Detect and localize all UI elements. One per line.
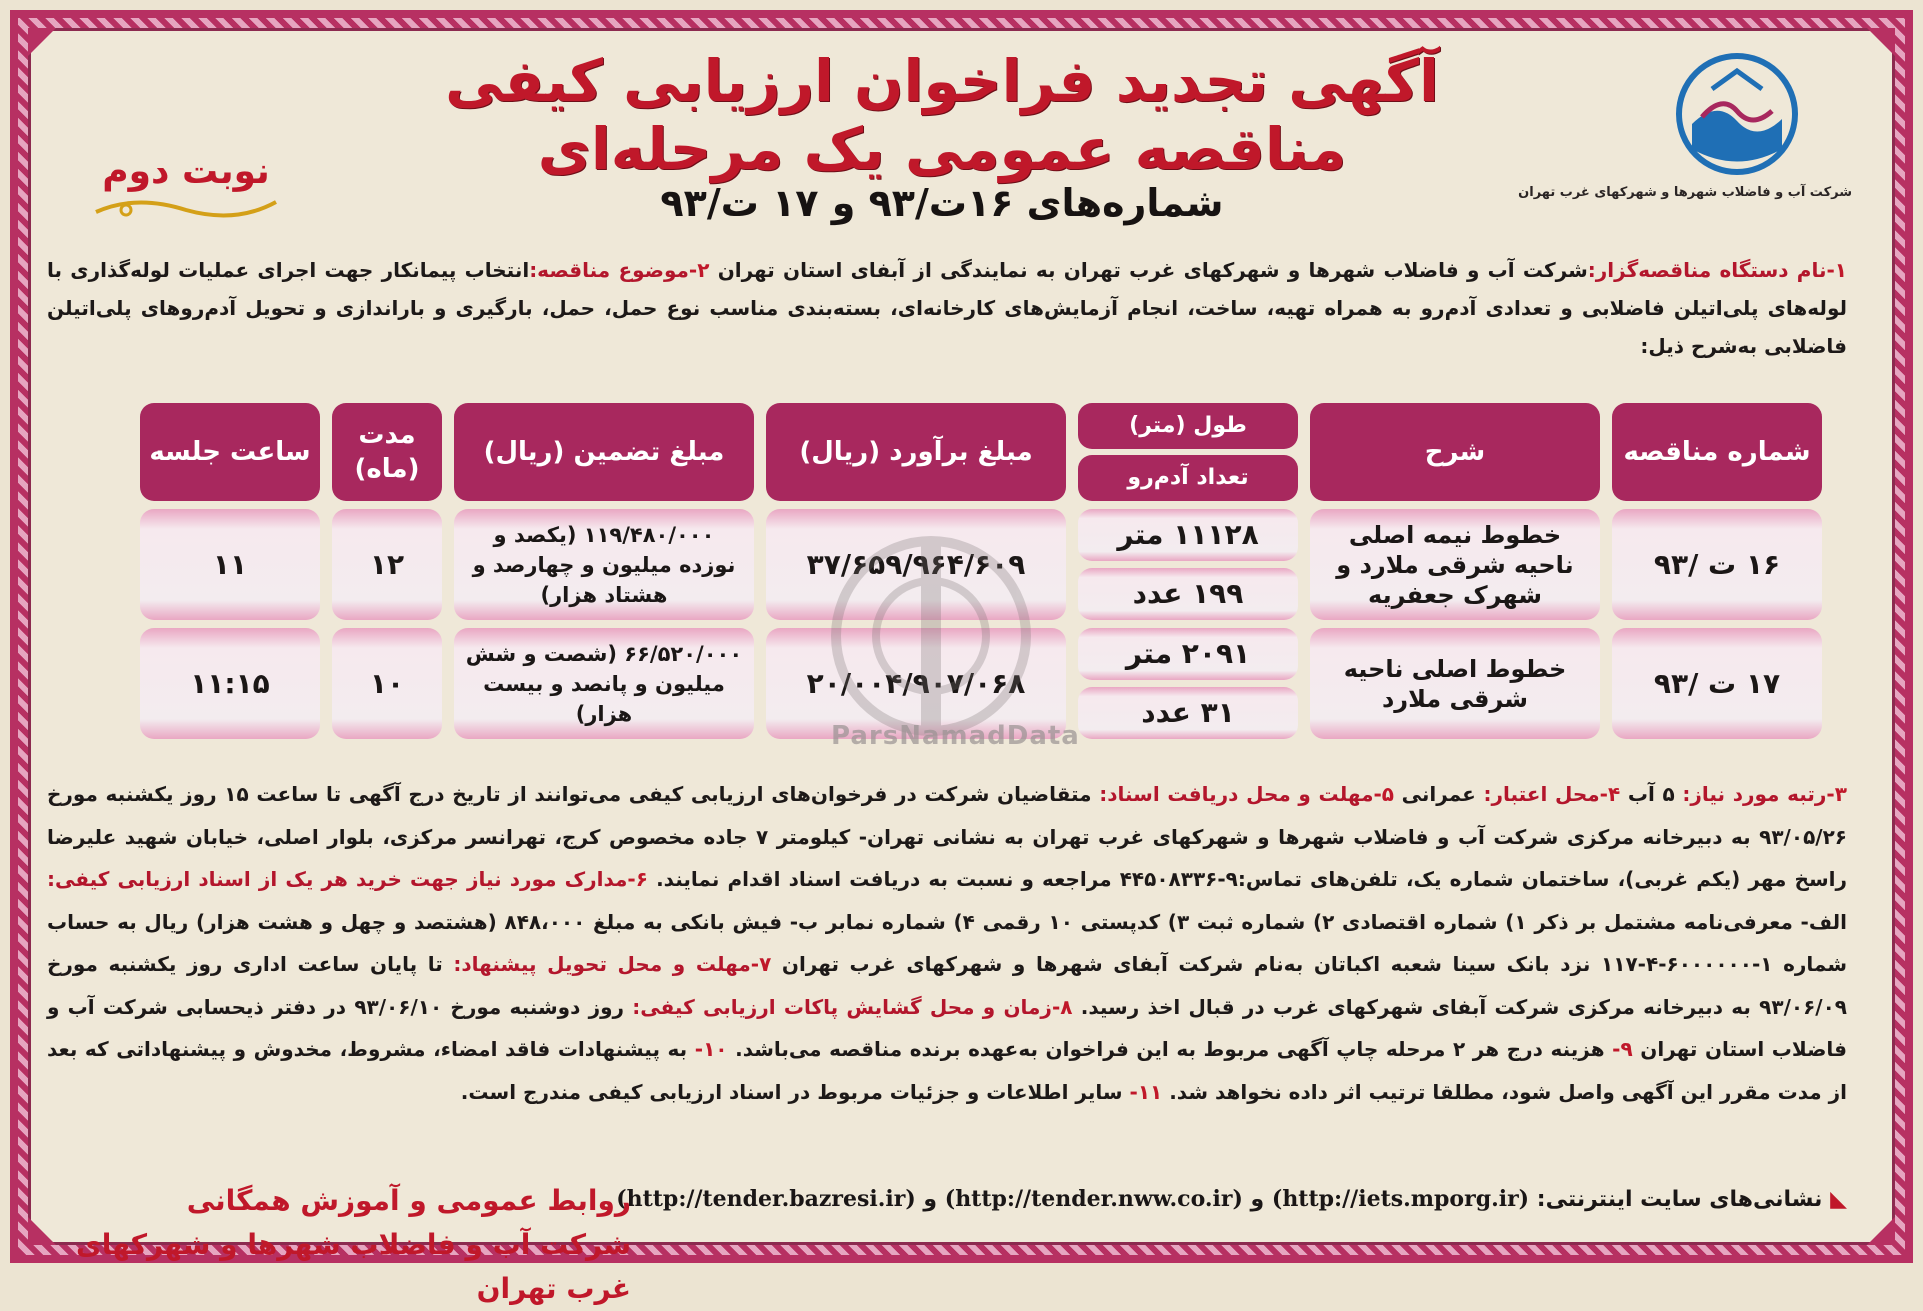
label-organizer: نام دستگاه مناقصه‌گزار: (1587, 258, 1827, 282)
column-number (1612, 403, 1822, 748)
cell-guarantee: ۶۶/۵۲۰/۰۰۰ (شصت و شش میلیون و پانصد و بیست هزار) (454, 628, 754, 739)
cell-duration: ۱۰ (332, 628, 442, 739)
item-number: ۵- (1373, 782, 1394, 806)
cell-time: ۱۱ (140, 509, 320, 620)
text-documents: الف- معرفی‌نامه مشتمل بر ذکر ۱) شماره اقتصادی ۲) شماره ثبت ۳) کدپستی ۱۰ رقمی ۴) شماره نمابر ب- فیش بانکی به مبلغ ۸۴۸،۰۰۰ (هشتصد و چهل و هشت هزار) ریال به حساب شماره ۱-۶۰۰۰۰۰۰-۴-۱۱۷ نزد بانک سینا شعبه اکباتان به‌نام شرکت آبفای شهرها و شهرکهای غرب تهران (47, 909, 1848, 976)
corner-ornament (28, 1217, 56, 1245)
tender-table (42, 403, 1822, 748)
label-opening: زمان و محل گشایش پاکات ارزیابی کیفی: (632, 994, 1052, 1019)
label-deadline: مهلت و محل دریافت اسناد: (1099, 782, 1374, 806)
intro-paragraph (47, 251, 1847, 365)
cell-length: ۲۰۹۱ متر (1078, 628, 1298, 680)
item-number: ۷- (750, 952, 772, 976)
link-bazresi[interactable]: (http://tender.bazresi.ir) (616, 1186, 916, 1212)
corner-ornament (28, 28, 56, 56)
item-number: ۸- (1051, 994, 1073, 1019)
header-length-group (1078, 403, 1298, 501)
label-grade: رتبه مورد نیاز: (1682, 782, 1827, 806)
item-number: ۱۱- (1129, 1079, 1163, 1104)
label-documents: مدارک مورد نیاز جهت خرید هر یک از اسناد ارزیابی کیفی: (47, 867, 628, 891)
links-label: نشانی‌های سایت اینترنتی: (1536, 1187, 1823, 1212)
conditions-paragraph (47, 773, 1847, 1113)
length-stack (1078, 628, 1298, 739)
text-grade: ۵ آب (1627, 782, 1675, 806)
cell-estimate: ۲۰/۰۰۴/۹۰۷/۰۶۸ (766, 628, 1066, 739)
header-number: شماره مناقصه (1612, 403, 1822, 501)
text-invalid: به پیشنهادات فاقد امضاء، مشروط، مخدوش و پیشنهاداتی که بعد از مدت مقرر این آگهی واصل شود، مطلقا ترتیب اثر داده نخواهد شد. (47, 1037, 1847, 1104)
header-time: ساعت جلسه (140, 403, 320, 501)
link-nww[interactable]: (http://tender.nww.co.ir) (944, 1186, 1243, 1212)
signature-line-2: شرکت آب و فاضلاب شهرها و شهرکهای غرب تهران (76, 1228, 631, 1305)
ad-title: آگهی تجدید فراخوان ارزیابی کیفی مناقصه عمومی یک مرحله‌ای (445, 47, 1439, 183)
header-guarantee: مبلغ تضمین (ریال) (454, 403, 754, 501)
column-length (1078, 403, 1298, 748)
column-desc (1310, 403, 1600, 748)
header-desc: شرح (1310, 403, 1600, 501)
ad-paper (28, 28, 1895, 1305)
header-manholes: تعداد آدم‌رو (1078, 455, 1298, 501)
round-text: نوبت دوم (102, 151, 270, 192)
column-time (140, 403, 320, 748)
header-estimate: مبلغ برآورد (ریال) (766, 403, 1066, 501)
logo-caption: شرکت آب و فاضلاب شهرها و شهرکهای غرب تهران (1518, 185, 1852, 200)
text-credit: عمرانی (1401, 782, 1476, 806)
signature-line-1: روابط عمومی و آموزش همگانی (186, 1184, 631, 1217)
text-organizer: شرکت آب و فاضلاب شهرها و شهرکهای غرب تهران به نمایندگی از آبفای استان تهران (717, 258, 1588, 282)
cell-manholes: ۱۹۹ عدد (1078, 568, 1298, 620)
ad-frame (10, 10, 1913, 1305)
text-cost: هزینه درج هر ۲ مرحله چاپ آگهی مربوط به این فراخوان به‌عهده برنده مناقصه می‌باشد. (735, 1037, 1605, 1061)
item-number: ۶- (627, 867, 648, 891)
cell-manholes: ۳۱ عدد (1078, 687, 1298, 739)
header-duration: مدت (ماه) (332, 403, 442, 501)
length-stack (1078, 509, 1298, 620)
cell-guarantee: ۱۱۹/۴۸۰/۰۰۰ (یکصد و نوزده میلیون و چهارصد و هشتاد هزار) (454, 509, 754, 620)
cell-estimate: ۳۷/۶۵۹/۹۶۴/۶۰۹ (766, 509, 1066, 620)
item-number: ۳- (1826, 782, 1847, 806)
text-other: سایر اطلاعات و جزئیات مربوط در اسناد ارزیابی کیفی مندرج است. (460, 1079, 1123, 1104)
corner-ornament (1867, 28, 1895, 56)
link-iets[interactable]: (http://iets.mporg.ir) (1271, 1186, 1530, 1212)
cell-number: ۱۶ ت /۹۳ (1612, 509, 1822, 620)
text-submission: تا پایان ساعت اداری روز یکشنبه مورخ ۹۳/۰۶/۰۹ به دبیرخانه مرکزی شرکت آبفای شهرکهای غرب در قبال اخذ رسید. (47, 952, 1848, 1019)
links-and: و (923, 1187, 938, 1212)
item-number: ۱- (1826, 258, 1847, 282)
cell-number: ۱۷ ت /۹۳ (1612, 628, 1822, 739)
item-number: ۹- (1612, 1037, 1633, 1061)
column-estimate (766, 403, 1066, 748)
cell-duration: ۱۲ (332, 509, 442, 620)
item-number: ۲- (688, 258, 710, 282)
round-badge (86, 151, 286, 222)
bullet-icon: ◣ (1830, 1187, 1847, 1212)
swirl-ornament-icon (86, 192, 286, 222)
watermark-text: ParsNamadData (831, 721, 1080, 751)
corner-ornament (1867, 1217, 1895, 1245)
column-duration (332, 403, 442, 748)
cell-length: ۱۱۱۲۸ متر (1078, 509, 1298, 561)
cell-desc: خطوط اصلی ناحیه شرقی ملارد (1310, 628, 1600, 739)
company-logo (1518, 49, 1852, 209)
text-deadline: متقاضیان شرکت در فرخوان‌های ارزیابی کیفی می‌توانند از تاریخ درج آگهی تا ساعت ۱۵ روز یکشنبه مورخ ۹۳/۰۵/۲۶ به دبیرخانه مرکزی شرکت آب و فاضلاب شهرها و شهرکهای غرب تهران به نشانی تهران- کیلومتر ۷ جاده مخصوص کرج، تهرانسر مرکزی، بلوار اصلی، خیابان شهید علیرضا راسخ مهر (یکم غربی)، ساختمان شماره یک، تلفن‌های تماس:۹-۴۴۵۰۸۳۳۶ مراجعه و نسبت به دریافت اسناد اقدام نمایند. (47, 782, 1848, 891)
links-and: و (1250, 1187, 1265, 1212)
cell-time: ۱۱:۱۵ (140, 628, 320, 739)
label-credit: محل اعتبار: (1483, 782, 1600, 806)
website-links (616, 1186, 1847, 1212)
signature-block (71, 1179, 631, 1311)
water-drop-logo-icon (1672, 49, 1802, 179)
label-submission: مهلت و محل تحویل پیشنهاد: (453, 952, 751, 976)
cell-desc: خطوط نیمه اصلی ناحیه شرقی ملارد و شهرک جعفریه (1310, 509, 1600, 620)
label-subject: موضوع مناقصه: (529, 258, 689, 282)
column-guarantee (454, 403, 754, 748)
header-length: طول (متر) (1078, 403, 1298, 449)
tender-numbers: شماره‌های ۱۶ت/۹۳ و ۱۷ ت/۹۳ (660, 181, 1224, 225)
text-subject: انتخاب پیمانکار جهت اجرای عملیات لوله‌گذاری با لوله‌های پلی‌اتیلن فاضلابی و تعدادی آدم‌رو به همراه تهیه، ساخت، انجام آزمایش‌های کارخانه‌ای، بسته‌بندی مناسب نوع حمل، حمل، بارگیری و باراندازی و تحویل آدم‌روهای پلی‌اتیلن فاضلابی به‌شرح ذیل: (47, 258, 1847, 358)
item-number: ۴- (1599, 782, 1621, 806)
item-number: ۱۰- (694, 1037, 728, 1061)
text-opening: روز دوشنبه مورخ ۹۳/۰۶/۱۰ در دفتر ذیحسابی شرکت آب و فاضلاب استان تهران (47, 994, 1848, 1061)
